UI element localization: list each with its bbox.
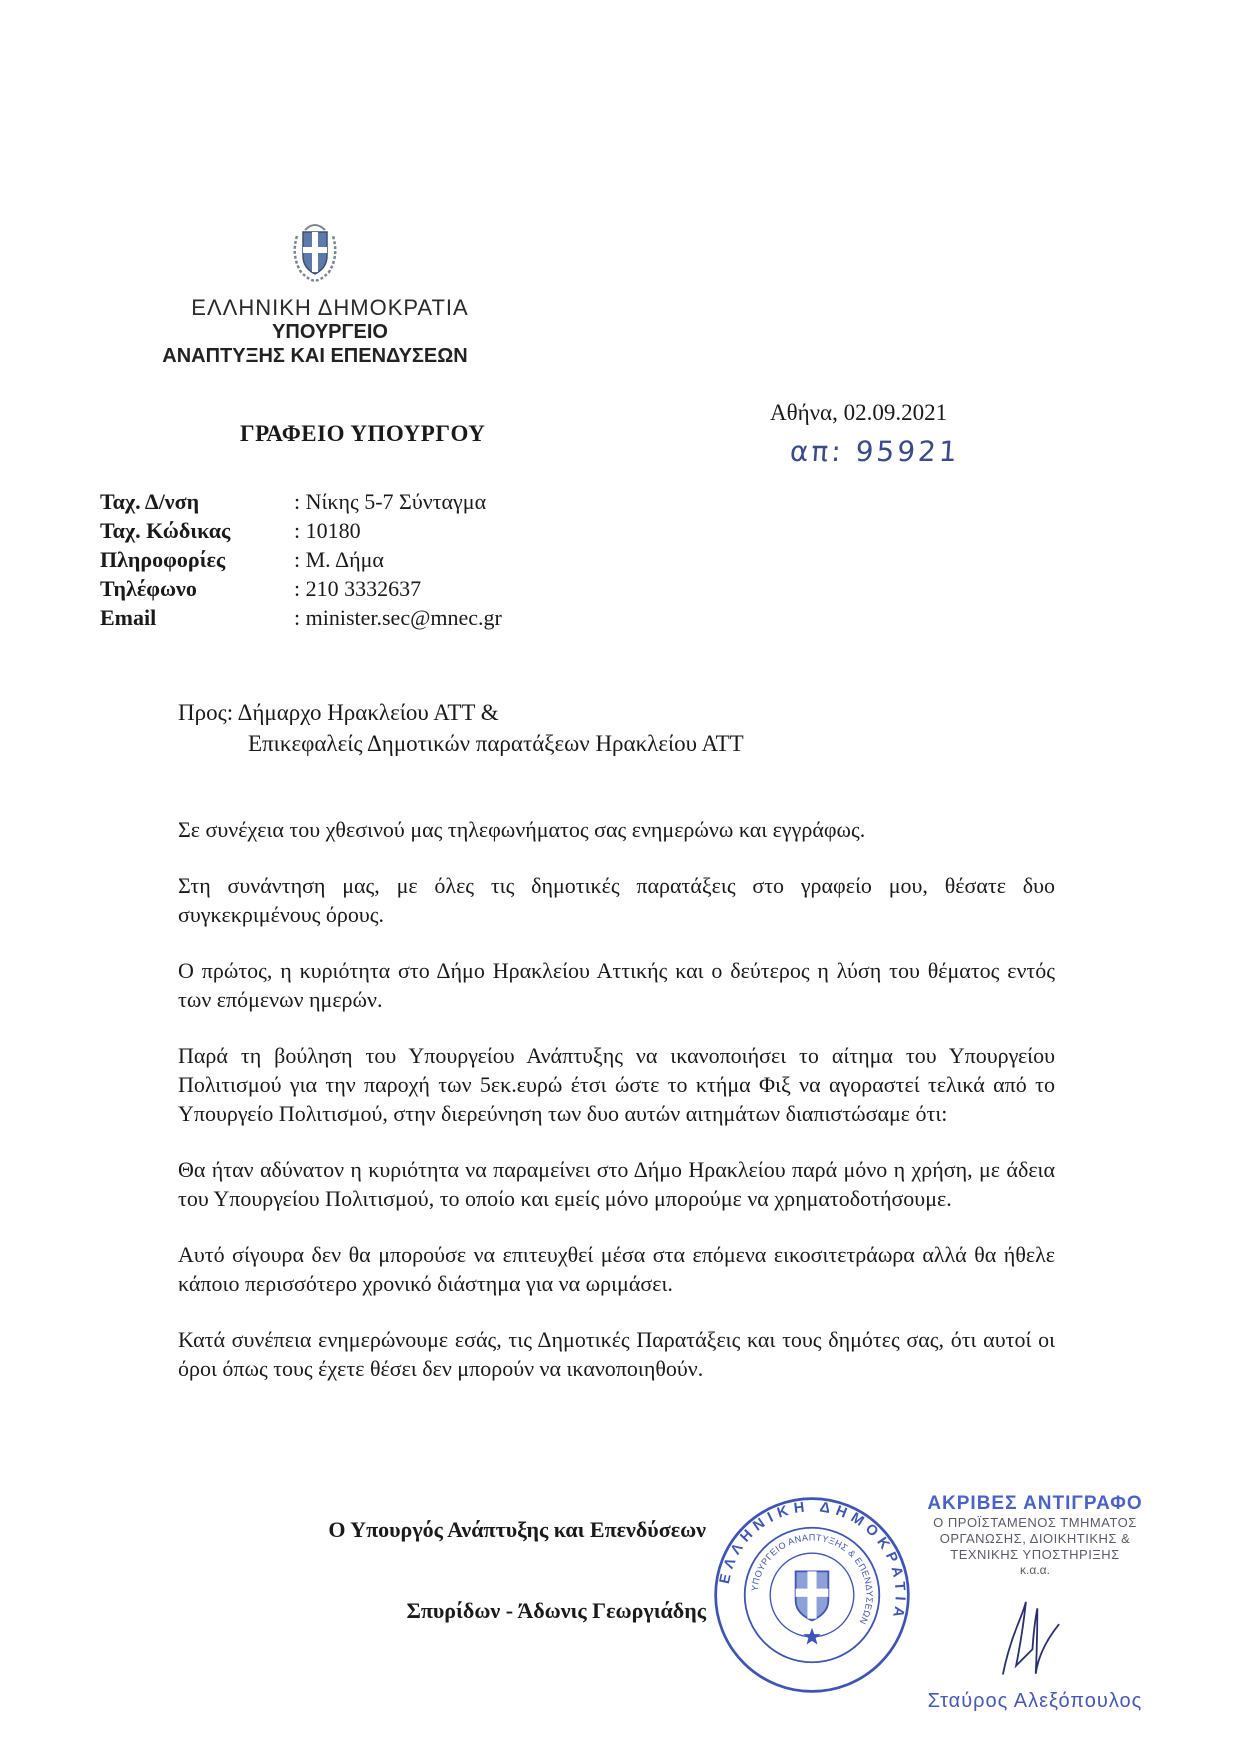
contact-value: : minister.sec@mnec.gr (294, 605, 502, 630)
stamp-inner-text: ΥΠΟΥΡΓΕΙΟ ΑΝΑΠΤΥΞΗΣ & ΕΠΕΝΔΥΣΕΩΝ (749, 1532, 875, 1627)
signatory-title: Ο Υπουργός Ανάπτυξης και Επενδύσεων (328, 1517, 706, 1542)
letter-body (178, 815, 1055, 1410)
stamp-outer-text: ΕΛΛΗΝΙΚΗ ΔΗΜΟΚΡΑΤΙΑ (716, 1499, 908, 1624)
contact-row-phone (100, 574, 502, 603)
contact-row-email (100, 603, 502, 632)
body-paragraph: Κατά συνέπεια ενημερώνουμε εσάς, τις Δημοτικές Παρατάξεις και τους δημότες σας, ότι αυτοί οι όροι όπως τους έχετε θέσει δεν μπορούν να ικανοποιηθούν. (178, 1327, 1055, 1381)
certifier-role-line: ΟΡΓΑΝΩΣΗΣ, ΔΙΟΙΚΗΤΙΚΗΣ & (939, 1531, 1131, 1546)
stamp-coat-of-arms-icon (796, 1571, 829, 1620)
body-paragraph: Παρά τη βούληση του Υπουργείου Ανάπτυξης να ικανοποιήσει το αίτημα του Υπουργείου Πολιτισμού για την παροχή των 5εκ.ευρώ έτσι ώστε το κτήμα Φιξ να αγοραστεί τελικά από το Υπουργείο Πολιτισμού, στην διερεύνηση των δυο αυτών αιτημάτων διαπιστώσαμε ότι: (178, 1043, 1055, 1126)
contact-row-info (100, 545, 502, 574)
body-paragraph: Στη συνάντηση μας, με όλες τις δημοτικές παρατάξεις στο γραφείο μου, θέσατε δυο συγκεκριμένους όρους. (178, 873, 1055, 927)
ministry-name-line2: ΑΝΑΠΤΥΞΗΣ ΚΑΙ ΕΠΕΝΔΥΣΕΩΝ (162, 345, 468, 367)
body-paragraph: Σε συνέχεια του χθεσινού μας τηλεφωνήματος σας ενημερώνω και εγγράφως. (178, 817, 866, 842)
certified-copy-stamp (915, 1493, 1155, 1577)
certifier-role-line: ΤΕΧΝΙΚΗΣ ΥΠΟΣΤΗΡΙΞΗΣ (950, 1547, 1120, 1562)
certifier-name: Σταύρος Αλεξόπουλος (927, 1690, 1143, 1712)
recipient-line: Προς: Δήμαρχο Ηρακλείου ΑΤΤ & (178, 700, 499, 725)
document-date: Αθήνα, 02.09.2021 (770, 400, 948, 425)
signatory-name: Σπυρίδων - Άδωνις Γεωργιάδης (406, 1598, 706, 1623)
republic-heading: ΕΛΛΗΝΙΚΗ ΔΗΜΟΚΡΑΤΙΑ (191, 295, 469, 320)
stamp-star-icon (803, 1628, 820, 1645)
contact-row-address (100, 487, 502, 516)
certifier-role-line: Ο ΠΡΟΪΣΤΑΜΕΝΟΣ ΤΜΗΜΑΤΟΣ (933, 1515, 1137, 1530)
office-heading: ΓΡΑΦΕΙΟ ΥΠΟΥΡΓΟΥ (240, 421, 486, 446)
contact-row-postcode (100, 516, 502, 545)
protocol-number-handwritten: απ: 95921 (788, 435, 961, 468)
contact-value: : Μ. Δήμα (294, 547, 384, 572)
certifier-role-line: κ.α.α. (1020, 1563, 1050, 1577)
recipient-line: Επικεφαλείς Δημοτικών παρατάξεων Ηρακλείου ΑΤΤ (248, 731, 744, 756)
coat-of-arms-icon (287, 216, 343, 284)
contact-label: Τηλέφωνο (100, 576, 197, 601)
certified-copy-title: ΑΚΡΙΒΕΣ ΑΝΤΙΓΡΑΦΟ (927, 1493, 1143, 1514)
body-paragraph: Ο πρώτος, η κυριότητα στο Δήμο Ηρακλείου Αττικής και ο δεύτερος η λύση του θέματος εντός των επόμενων ημερών. (178, 958, 1055, 1012)
contact-label: Ταχ. Κώδικας (100, 518, 231, 543)
body-paragraph: Θα ήταν αδύνατον η κυριότητα να παραμείνει στο Δήμο Ηρακλείου παρά μόνο η χρήση, με άδεια του Υπουργείου Πολιτισμού, το οποίο και εμείς μόνο μπορούμε να χρηματοδοτήσουμε. (178, 1157, 1055, 1211)
contact-label: Email (100, 605, 157, 630)
handwritten-signature (990, 1592, 1070, 1682)
contact-label: Πληροφορίες (100, 547, 226, 572)
ministry-name-line1: ΥΠΟΥΡΓΕΙΟ (272, 321, 388, 343)
contact-value: : 10180 (294, 518, 361, 543)
recipient-block (178, 697, 744, 759)
body-paragraph: Αυτό σίγουρα δεν θα μπορούσε να επιτευχθεί μέσα στα επόμενα εικοσιτετράωρα αλλά θα ήθελε κάποιο περισσότερο χρονικό διάστημα για να ωριμάσει. (178, 1242, 1055, 1296)
official-stamp (712, 1495, 912, 1695)
contact-value: : 210 3332637 (294, 576, 422, 601)
contact-value: : Νίκης 5-7 Σύνταγμα (294, 489, 487, 514)
contact-details (100, 487, 502, 632)
contact-label: Ταχ. Δ/νση (100, 489, 200, 514)
